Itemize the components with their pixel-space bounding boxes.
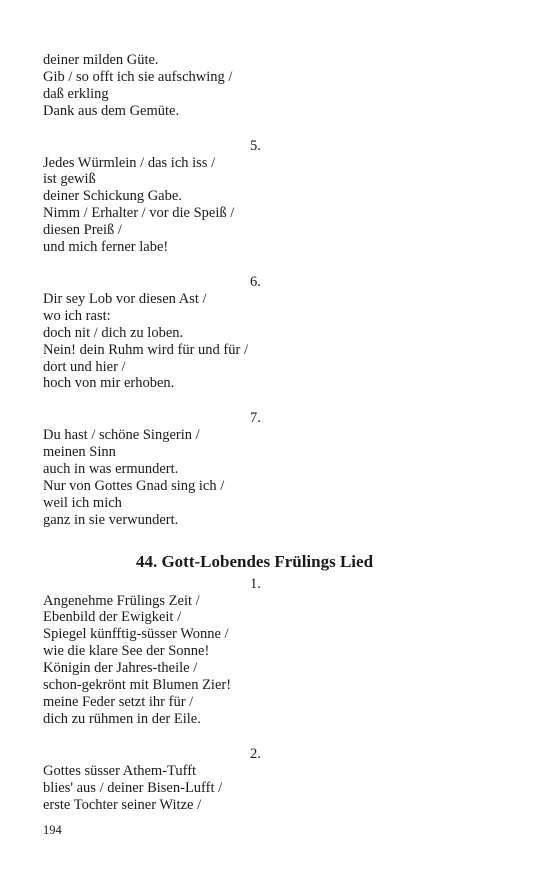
- verse-line: dich zu rühmen in der Eile.: [43, 710, 201, 727]
- stanza-number: 1.: [250, 575, 261, 592]
- verse-line: ganz in sie verwundert.: [43, 511, 179, 528]
- poem-new: [43, 576, 503, 814]
- verse-line: erste Tochter seiner Witze /: [43, 796, 202, 813]
- stanza: [43, 576, 503, 728]
- verse-line: daß erkling: [43, 85, 109, 102]
- verse-line: dort und hier /: [43, 358, 126, 375]
- verse-line: meinen Sinn: [43, 444, 116, 461]
- stanza-number: 2.: [250, 745, 261, 762]
- verse-line: Dank aus dem Gemüte.: [43, 102, 180, 119]
- verse-line: weil ich mich: [43, 494, 122, 511]
- stanza-number: 5.: [250, 137, 261, 154]
- verse-line: doch nit / dich zu loben.: [43, 324, 184, 341]
- stanza: [43, 138, 503, 256]
- poem-continuation: [43, 52, 503, 529]
- verse-line: Spiegel künfftig-süsser Wonne /: [43, 626, 229, 643]
- poem-heading: 44. Gott-Lobendes Frülings Lied: [135, 551, 374, 571]
- verse-line: Jedes Würmlein / das ich iss /: [43, 154, 216, 171]
- stanza: [43, 52, 503, 120]
- verse-line: Nein! dein Ruhm wird für und für /: [43, 341, 248, 358]
- stanza: [43, 410, 503, 528]
- verse-line: deiner Schickung Gabe.: [43, 188, 182, 205]
- verse-line: Gottes süsser Athem-Tufft: [43, 762, 197, 779]
- verse-line: Nur von Gottes Gnad sing ich /: [43, 477, 225, 494]
- verse-line: wo ich rast:: [43, 307, 111, 324]
- verse-line: Ebenbild der Ewigkeit /: [43, 609, 182, 626]
- verse-line: und mich ferner labe!: [43, 239, 169, 256]
- page-number: 194: [43, 823, 62, 837]
- verse-line: schon-gekrönt mit Blumen Zier!: [43, 677, 232, 694]
- stanza-number: 6.: [250, 273, 261, 290]
- stanza: [43, 746, 503, 814]
- verse-line: hoch von mir erhoben.: [43, 375, 175, 392]
- verse-line: wie die klare See der Sonne!: [43, 643, 210, 660]
- verse-line: Nimm / Erhalter / vor die Speiß /: [43, 205, 235, 222]
- stanza-number: 7.: [250, 410, 261, 427]
- verse-line: Gib / so offt ich sie aufschwing /: [43, 68, 233, 85]
- verse-line: Dir sey Lob vor diesen Ast /: [43, 290, 207, 307]
- verse-line: diesen Preiß /: [43, 222, 122, 239]
- verse-line: deiner milden Güte.: [43, 52, 159, 68]
- verse-line: meine Feder setzt ihr für /: [43, 694, 194, 710]
- verse-line: blies' aus / deiner Bisen-Lufft /: [43, 779, 223, 796]
- stanza: [43, 274, 503, 392]
- verse-line: auch in was ermundert.: [43, 461, 179, 478]
- verse-line: Du hast / schöne Singerin /: [43, 427, 200, 444]
- verse-line: Angenehme Frülings Zeit /: [43, 592, 200, 609]
- page-body: [43, 52, 503, 831]
- verse-line: Königin der Jahres-theile /: [43, 660, 198, 677]
- verse-line: ist gewiß: [43, 171, 96, 188]
